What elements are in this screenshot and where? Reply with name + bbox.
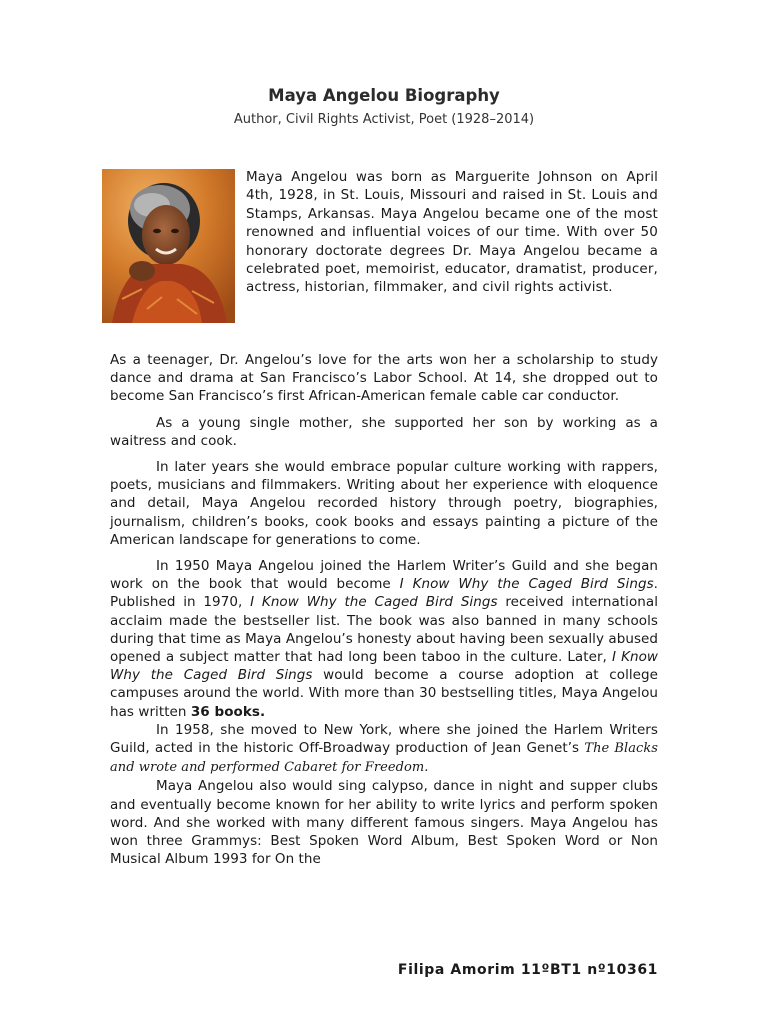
paragraph-teenager: As a teenager, Dr. Angelou’s love for the arts won her a scholarship to study dance and drama at San Francisco’s Labor School. At 14, she dropped out to become San Francisco’s first African-American female cable car conductor. xyxy=(110,352,658,405)
text-segment: received international acclaim made the bestseller list. The book was also banned in many schools during that time as Maya Angelou’s honesty about having been sexually abused opened a subject matter that had long been taboo in the culture. Later, xyxy=(110,594,658,666)
paragraph-popular-culture: In later years she would embrace popular culture working with rappers, poets, musicians and filmmakers. Writing about her experience with eloquence and detail, Maya Angelou recorded history through poetry, biographies, journalism, children’s books, cook books and essays painting a picture of the American landscape for generations to come. xyxy=(110,459,658,548)
intro-paragraph: Maya Angelou was born as Marguerite Johnson on April 4th, 1928, in St. Louis, Missouri and raised in St. Louis and Stamps, Arkansas. Maya Angelou became one of the most renowned and influential voices of our time. With over 50 honorary doctorate degrees Dr. Maya Angelou became a celebrated poet, memoirist, educator, dramatist, producer, actress, historian, filmmaker, and civil rights activist. xyxy=(246,169,658,296)
paragraph-new-york xyxy=(110,721,658,778)
play-title: The Blacks and wrote and performed Cabaret for Freedom. xyxy=(110,741,658,776)
page-title: Maya Angelou Biography xyxy=(268,86,500,105)
portrait-photo-icon xyxy=(102,169,235,323)
book-title: I Know Why the Caged Bird Sings xyxy=(110,649,658,684)
author-footer: Filipa Amorim 11ºBT1 nº10361 xyxy=(397,962,658,978)
text-segment: would become a course adoption at college campuses around the world. With more than 30 bestselling titles, Maya Angelou has written xyxy=(110,667,658,720)
paragraph-single-mother: As a young single mother, she supported her son by working as a waitress and cook. xyxy=(110,414,658,449)
book-count: 36 books. xyxy=(190,703,266,720)
biography-body xyxy=(110,351,658,868)
book-title: I Know Why the Caged Bird Sings xyxy=(399,576,654,593)
paragraph-singing: Maya Angelou also would sing calypso, dance in night and supper clubs and eventually become known for her ability to write lyrics and perform spoken word. And she worked with many different famous singers. Maya Angelou has won three Grammys: Best Spoken Word Album, Best Spoken Word or Non Musical Album 1993 for On the xyxy=(110,778,658,868)
page-subtitle: Author, Civil Rights Activist, Poet (1928–2014) xyxy=(233,112,535,127)
portrait-photo xyxy=(102,169,235,323)
paragraph-caged-bird xyxy=(110,557,658,721)
text-segment: In 1958, she moved to New York, where she joined the Harlem Writers Guild, acted in the historic Off-Broadway production of Jean Genet’s xyxy=(110,721,658,757)
text-segment: In 1950 Maya Angelou joined the Harlem Writer’s Guild and she began work on the book that would become xyxy=(110,558,658,593)
book-title: I Know Why the Caged Bird Sings xyxy=(250,594,498,611)
text-segment: . Published in 1970, xyxy=(110,576,658,611)
